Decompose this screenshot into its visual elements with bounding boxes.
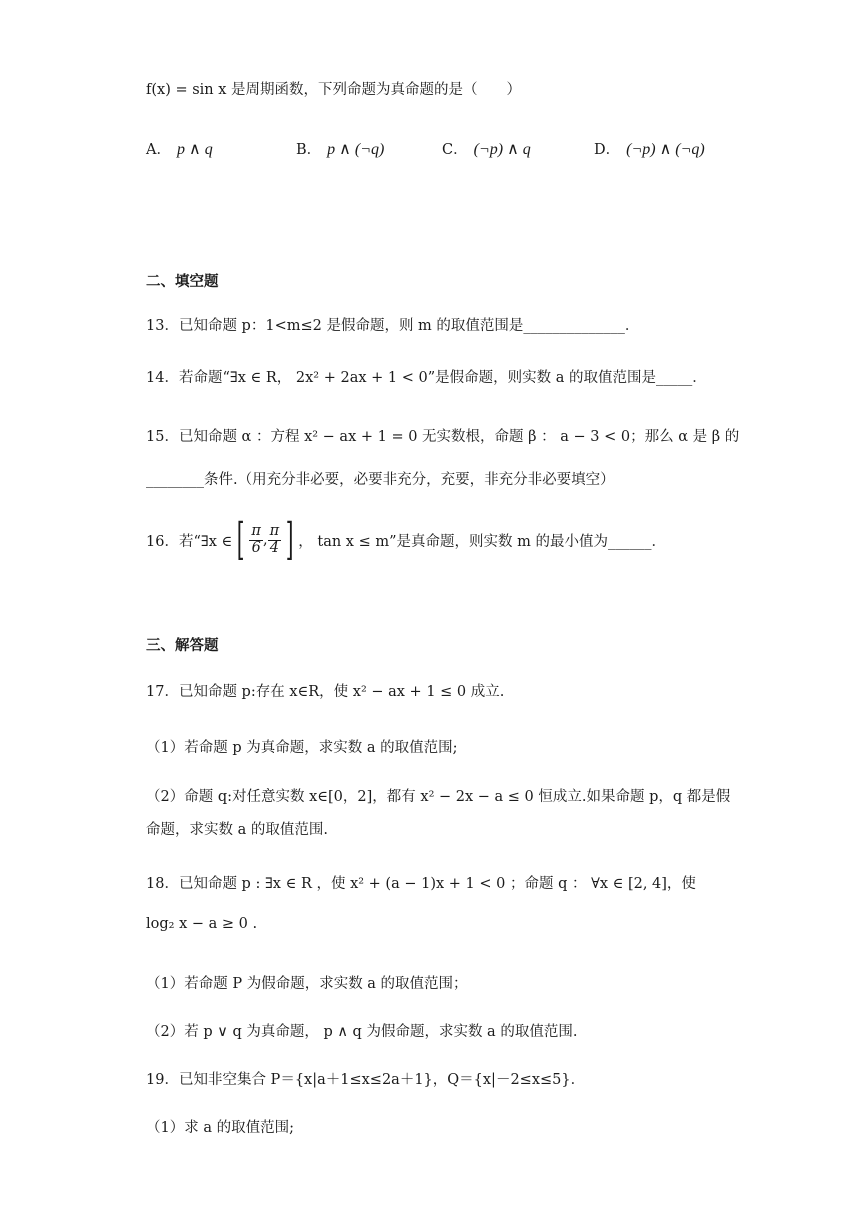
question-18-stem-line-1: 18．已知命题 p : ∃x ∈ R ，使 x² + (a − 1)x + 1 < 0 ；命题 q ： ∀x ∈ [2, 4]，使	[146, 876, 696, 892]
option-expr: p ∧ q	[176, 141, 213, 158]
q12-option-b	[296, 138, 384, 159]
question-15-line-2: ________条件.（用充分非必要，必要非充分，充要，非充分非必要填空）	[146, 472, 615, 488]
question-17-part-2-line-1: （2）命题 q:对任意实数 x∈[0，2]，都有 x² − 2x − a ≤ 0 恒成立.如果命题 p，q 都是假	[146, 789, 731, 805]
fraction-denominator: 6	[251, 539, 261, 556]
q12-option-d	[594, 138, 705, 159]
question-17-stem: 17．已知命题 p:存在 x∈R，使 x² − ax + 1 ≤ 0 成立.	[146, 684, 505, 700]
question-17-part-1: （1）若命题 p 为真命题，求实数 a 的取值范围;	[146, 740, 458, 756]
fraction-denominator: 4	[269, 539, 279, 556]
question-19-part-1: （1）求 a 的取值范围;	[146, 1120, 294, 1136]
q12-option-c	[442, 138, 531, 159]
fraction-numerator: π	[251, 523, 261, 540]
right-bracket: ]	[285, 514, 294, 565]
question-13: 13．已知命题 p：1<m≤2 是假命题，则 m 的取值范围是______________．	[146, 318, 640, 334]
q12-stem: f(x) = sin x 是周期函数，下列命题为真命题的是（ ）	[146, 82, 522, 98]
option-label: A．	[146, 142, 171, 158]
question-15-line-1: 15．已知命题 α ：方程 x² − ax + 1 = 0 无实数根，命题 β ： a − 3 < 0；那么 α 是 β 的	[146, 429, 740, 445]
question-14: 14．若命题“∃x ∈ R， 2x² + 2ax + 1 < 0”是假命题，则实数 a 的取值范围是_____．	[146, 370, 707, 386]
question-18-part-2: （2）若 p ∨ q 为真命题， p ∧ q 为假命题，求实数 a 的取值范围.	[146, 1024, 578, 1040]
left-bracket: [	[236, 514, 245, 565]
option-label: C．	[442, 142, 468, 158]
section-heading-fill-in: 二、填空题	[146, 273, 219, 290]
question-16: 16．若“∃x ∈ [ $\frac{\pi}{6}$ , $\frac{\pi}{4}$ ] ， tan x ≤ m”是真命题，则实数 m 的最小值为______．	[146, 514, 666, 565]
question-16-prefix: 16．若“∃x ∈	[146, 533, 233, 550]
option-label: D．	[594, 142, 621, 158]
question-17-part-2-line-2: 命题，求实数 a 的取值范围.	[146, 822, 328, 838]
question-19-stem: 19．已知非空集合 P＝{x|a＋1≤x≤2a＋1}，Q＝{x|－2≤x≤5}．	[146, 1072, 586, 1088]
section-heading-solutions: 三、解答题	[146, 637, 219, 654]
fraction-numerator: π	[269, 523, 280, 540]
fraction-pi-over-6	[249, 524, 263, 555]
option-label: B．	[296, 142, 322, 158]
q12-option-a	[146, 138, 213, 159]
question-18-stem-line-2: log₂ x − a ≥ 0 .	[146, 916, 258, 932]
option-expr: p ∧ (¬q)	[327, 141, 385, 158]
option-expr: (¬p) ∧ (¬q)	[626, 141, 705, 158]
question-16-suffix: ， tan x ≤ m”是真命题，则实数 m 的最小值为______．	[298, 533, 666, 550]
option-expr: (¬p) ∧ q	[473, 141, 531, 158]
question-18-part-1: （1）若命题 P 为假命题，求实数 a 的取值范围；	[146, 976, 468, 992]
fraction-pi-over-4	[268, 524, 282, 555]
